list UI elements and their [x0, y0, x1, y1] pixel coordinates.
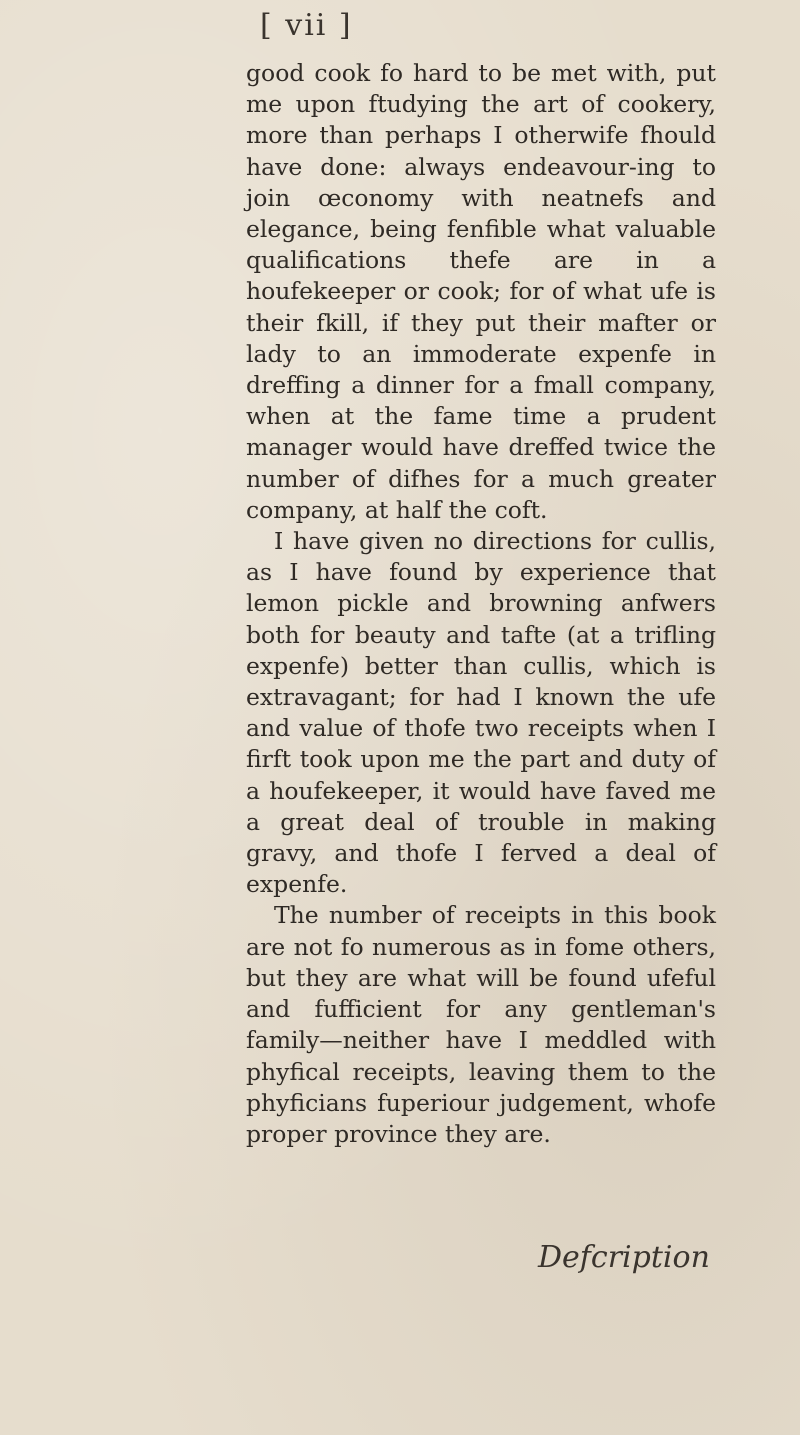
catchword: Defcription [538, 1240, 710, 1275]
paragraph-1: good cook fo hard to be met with, put me upon ftudying the art of cookery, more than perhaps I otherwife fhould have done: always endeavour-ing to join œconomy with neatnefs and elegance, being fenfible what valuable qualifications thefe are in a houfekeeper or cook; for of what ufe is their fkill, if they put their mafter or lady to an immoderate expenfe in dreffing a dinner for a fmall company, when at the fame time a prudent manager would have dreffed twice the number of difhes for a much greater company, at half the coft. [246, 59, 716, 524]
paragraph-3: The number of receipts in this book are not fo numerous as in fome others, but they are what will be found ufeful and fufficient for any gentleman's family—neither have I meddled with phyfical receipts, leaving them to the phyficians fuperiour judgement, whofe proper province they are. [246, 901, 716, 1148]
paragraph-2: I have given no directions for cullis, as I have found by experience that lemon pickle and browning anfwers both for beauty and tafte (at a trifling expenfe) better than cullis, which is extravagant; for had I known the ufe and value of thofe two receipts when I firft took upon me the part and duty of a houfekeeper, it would have faved me a great deal of trouble in making gravy, and thofe I ferved a deal of expenfe. [246, 527, 716, 899]
page-number: [ vii ] [260, 8, 353, 43]
body-text [246, 58, 716, 1150]
